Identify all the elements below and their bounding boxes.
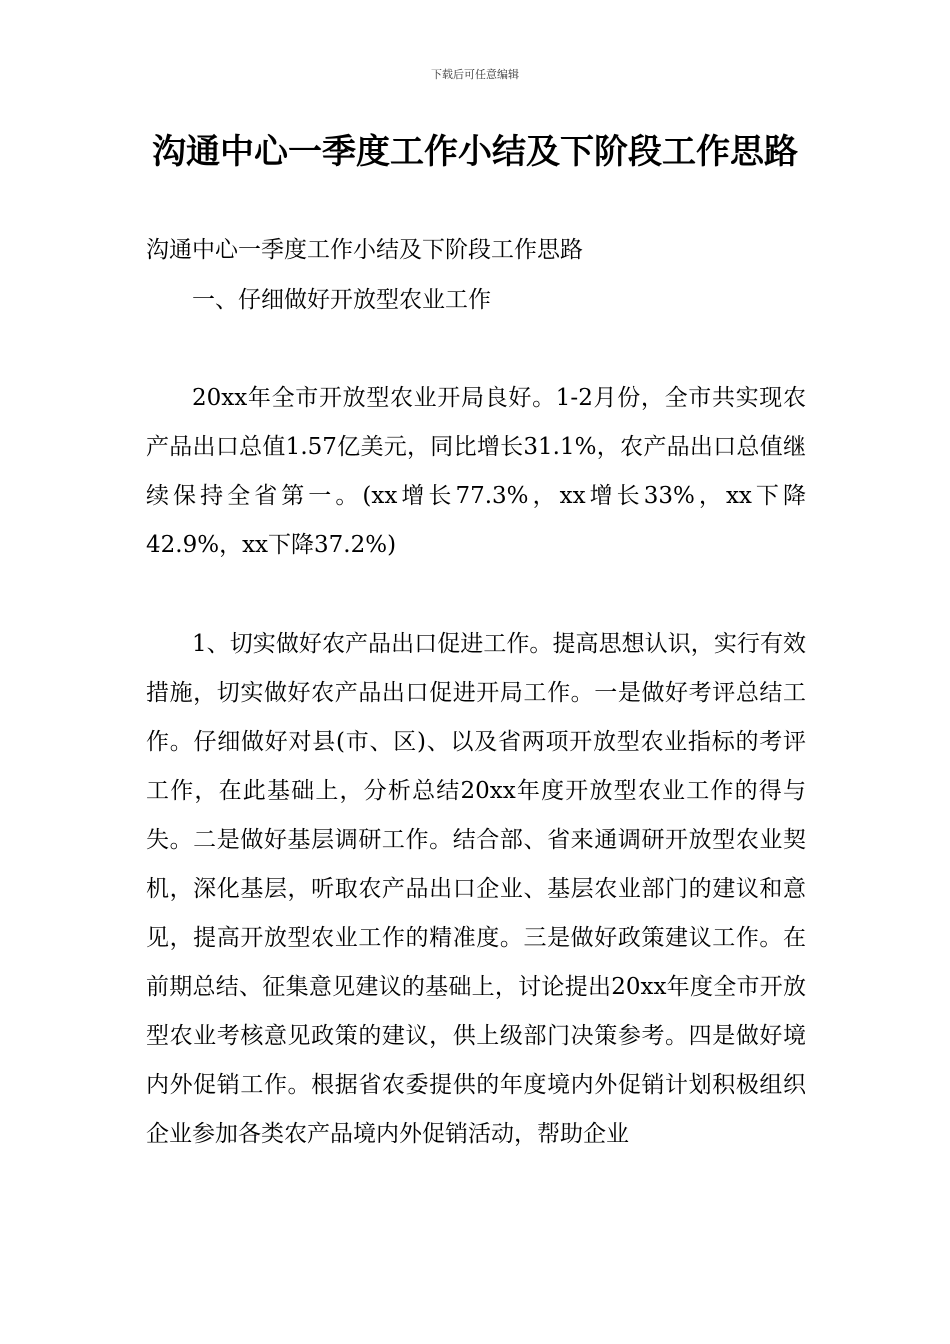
section-heading: 一、仔细做好开放型农业工作	[192, 287, 491, 313]
document-title: 沟通中心一季度工作小结及下阶段工作思路	[152, 132, 798, 172]
paragraph-export-promotion: 1、切实做好农产品出口促进工作。提高思想认识，实行有效措施，切实做好农产品出口促进开局工作。一是做好考评总结工作。仔细做好对县(市、区)、以及省两项开放型农业指标的考评工作，在此基础上，分析总结20xx年度开放型农业工作的得与失。二是做好基层调研工作。结合部、省来通调研开放型农业契机，深化基层，听取农产品出口企业、基层农业部门的建议和意见，提高开放型农业工作的精准度。三是做好政策建议工作。在前期总结、征集意见建议的基础上，讨论提出20xx年度全市开放型农业考核意见政策的建议，供上级部门决策参考。四是做好境内外促销工作。根据省农委提供的年度境内外促销计划积极组织企业参加各类农产品境内外促销活动，帮助企业	[146, 631, 806, 1147]
paragraph-summary: 20xx年全市开放型农业开局良好。1-2月份，全市共实现农产品出口总值1.57亿美元，同比增长31.1%，农产品出口总值继续保持全省第一。(xx增长77.3%，xx增长33%，xx下降42.9%，xx下降37.2%)	[146, 385, 806, 558]
document-subtitle: 沟通中心一季度工作小结及下阶段工作思路	[146, 237, 583, 263]
header-note: 下载后可任意编辑	[431, 68, 519, 81]
